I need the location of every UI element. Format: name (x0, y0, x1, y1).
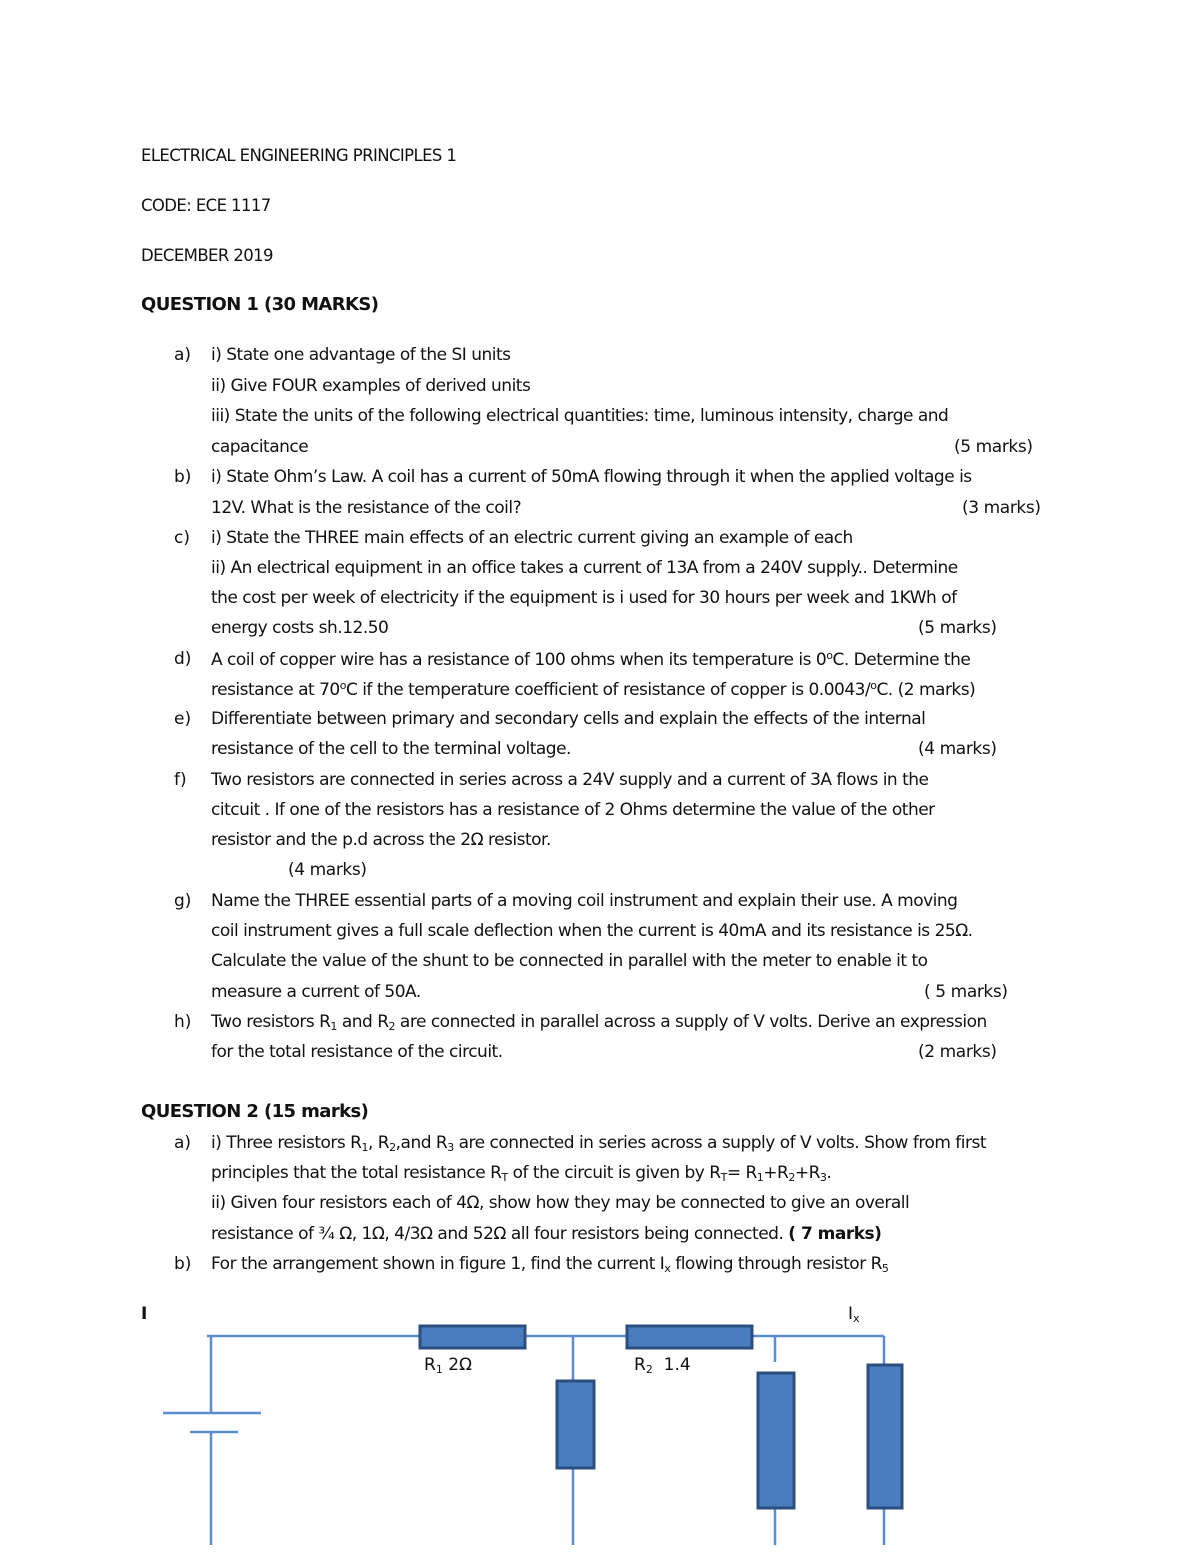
q1d-line: resistance at 70$^o$C if the temperature coefficient of resistance of copper is 0.0043/$^o$C. (2 marks) (211, 679, 976, 700)
q1e-line: Differentiate between primary and secondary cells and explain the effects of the internal (211, 709, 926, 729)
question-1-title: QUESTION 1 (30 MARKS) (141, 294, 379, 315)
r1-label: $R_1$ 2Ω (424, 1355, 473, 1376)
ix-label: $I_x$ (848, 1304, 860, 1325)
q1c-marks: (5 marks) (918, 618, 997, 638)
q1c-line: the cost per week of electricity if the equipment is i used for 30 hours per week and 1KWh of (211, 588, 957, 608)
q2a-line: ii) Given four resistors each of 4Ω, show how they may be connected to give an overall (211, 1193, 910, 1213)
q1a-label: a) (174, 345, 192, 365)
q1b-line: i) State Ohm’s Law. A coil has a current of 50mA flowing through it when the applied voltage is (211, 467, 972, 487)
current-label: I (141, 1304, 148, 1324)
q1b-label: b) (174, 467, 192, 487)
q1b-line: 12V. What is the resistance of the coil? (211, 498, 522, 518)
question-2-title: QUESTION 2 (15 marks) (141, 1101, 369, 1122)
q1c-label: c) (174, 528, 190, 548)
q1a-marks: (5 marks) (954, 437, 1033, 457)
resistor-r4 (758, 1373, 794, 1508)
resistor-r2 (627, 1326, 752, 1348)
q1f-label: f) (174, 770, 187, 790)
q1f-line: resistor and the p.d across the 2Ω resistor. (211, 830, 551, 850)
q1a-line: ii) Give FOUR examples of derived units (211, 376, 531, 396)
q2a-line: resistance of ¾ Ω, 1Ω, 4/3Ω and 52Ω all four resistors being connected. ( 7 marks) (211, 1224, 882, 1244)
q1e-marks: (4 marks) (918, 739, 997, 759)
q1g-line: measure a current of 50A. (211, 982, 421, 1002)
q1c-line: ii) An electrical equipment in an office takes a current of 13A from a 240V supply.. Determine (211, 558, 958, 578)
course-code: CODE: ECE 1117 (141, 196, 271, 215)
r2-label: $R_2$ 1.4 (634, 1355, 691, 1376)
q1f-line: citcuit . If one of the resistors has a resistance of 2 Ohms determine the value of the other (211, 800, 935, 820)
q1c-line: energy costs sh.12.50 (211, 618, 389, 638)
q1g-line: Calculate the value of the shunt to be connected in parallel with the meter to enable it to (211, 951, 928, 971)
q2a-line: principles that the total resistance $R_T$ of the circuit is given by $R_T= R_1+R_2+R_3$. (211, 1163, 832, 1184)
q1d-line: A coil of copper wire has a resistance of 100 ohms when its temperature is 0$^o$C. Determine the (211, 649, 971, 670)
q1c-line: i) State the THREE main effects of an electric current giving an example of each (211, 528, 853, 548)
q1h-line: for the total resistance of the circuit. (211, 1042, 503, 1062)
q1h-marks: (2 marks) (918, 1042, 997, 1062)
q1a-line: i) State one advantage of the SI units (211, 345, 511, 365)
q1h-label: h) (174, 1012, 192, 1032)
q2a-marks: ( 7 marks) (788, 1224, 882, 1244)
q1g-line: coil instrument gives a full scale deflection when the current is 40mA and its resistance is 25Ω. (211, 921, 973, 941)
q2b-label: b) (174, 1254, 192, 1274)
q1e-line: resistance of the cell to the terminal voltage. (211, 739, 571, 759)
resistor-r1 (420, 1326, 525, 1348)
q1g-label: g) (174, 891, 192, 911)
course-title: ELECTRICAL ENGINEERING PRINCIPLES 1 (141, 146, 457, 165)
q1d-label: d) (174, 649, 192, 669)
q1g-line: Name the THREE essential parts of a moving coil instrument and explain their use. A moving (211, 891, 958, 911)
q2a-label: a) (174, 1133, 192, 1153)
q2b-line: For the arrangement shown in figure 1, find the current $I_x$ flowing through resistor $R_5$ (211, 1254, 889, 1275)
exam-date: DECEMBER 2019 (141, 246, 273, 265)
q1a-line: iii) State the units of the following electrical quantities: time, luminous intensity, charge and (211, 406, 949, 426)
q1f-line: Two resistors are connected in series across a 24V supply and a current of 3A flows in the (211, 770, 929, 790)
q1h-line: Two resistors $R_1$ and $R_2$ are connected in parallel across a supply of V volts. Derive an expression (211, 1012, 987, 1033)
resistor-r5 (868, 1365, 902, 1508)
q1b-marks: (3 marks) (962, 498, 1041, 518)
q1g-marks: ( 5 marks) (924, 982, 1008, 1002)
q1f-marks: (4 marks) (288, 860, 367, 880)
q1a-line: capacitance (211, 437, 309, 457)
q1e-label: e) (174, 709, 192, 729)
q2a-line: i) Three resistors $R_1$, $R_2,and$ $R_3$ are connected in series across a supply of V volts. Show from first (211, 1133, 987, 1154)
resistor-r3 (557, 1381, 594, 1468)
